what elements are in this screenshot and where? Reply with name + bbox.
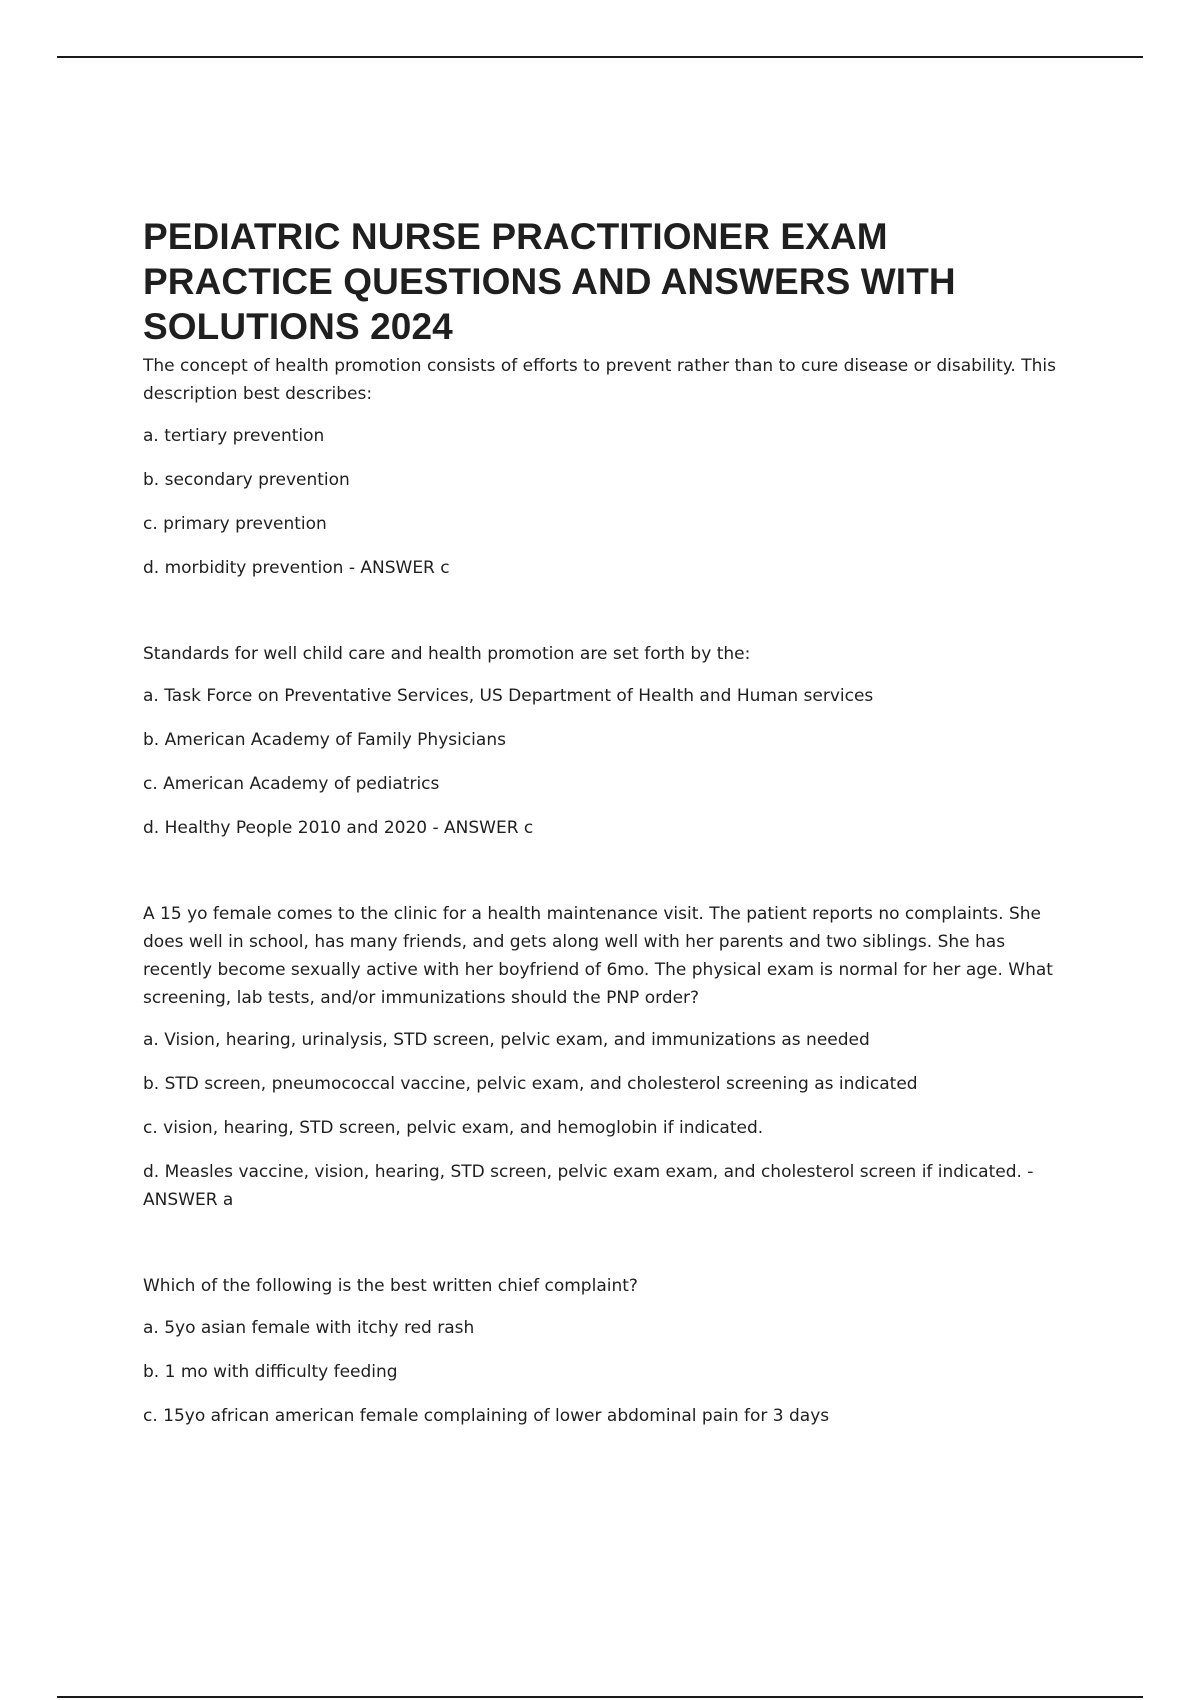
answer-option: b. STD screen, pneumococcal vaccine, pelvic exam, and cholesterol screening as indicated [143, 1074, 918, 1094]
question-2 [143, 640, 1063, 842]
answer-option: b. secondary prevention [143, 470, 350, 490]
answer-option: d. Measles vaccine, vision, hearing, STD screen, pelvic exam exam, and cholesterol screen if indicated. - ANSWER a [143, 1162, 1034, 1210]
question-text: The concept of health promotion consists of efforts to prevent rather than to cure disease or disability. This description best describes: [143, 356, 1056, 404]
footer-rule [57, 1696, 1143, 1698]
question-1 [143, 352, 1063, 582]
question-3 [143, 900, 1063, 1214]
answer-option: c. American Academy of pediatrics [143, 774, 440, 794]
spacer [143, 598, 1063, 640]
answer-option: a. 5yo asian female with itchy red rash [143, 1318, 475, 1338]
question-text: A 15 yo female comes to the clinic for a health maintenance visit. The patient reports no complaints. She does well in school, has many friends, and gets along well with her parents and two siblings. She has recently become sexually active with her boyfriend of 6mo. The physical exam is normal for her age. What screening, lab tests, and/or immunizations should the PNP order? [143, 904, 1053, 1008]
answer-option: d. Healthy People 2010 and 2020 - ANSWER c [143, 818, 534, 838]
answer-option: c. vision, hearing, STD screen, pelvic exam, and hemoglobin if indicated. [143, 1118, 764, 1138]
answer-option: c. 15yo african american female complaining of lower abdominal pain for 3 days [143, 1406, 830, 1426]
answer-option: d. morbidity prevention - ANSWER c [143, 558, 450, 578]
question-text: Which of the following is the best written chief complaint? [143, 1276, 638, 1296]
answer-option: a. Task Force on Preventative Services, US Department of Health and Human services [143, 686, 874, 706]
document-body [143, 214, 1063, 1446]
header-rule [57, 56, 1143, 58]
answer-option: a. tertiary prevention [143, 426, 325, 446]
spacer [143, 858, 1063, 900]
answer-option: b. American Academy of Family Physicians [143, 730, 506, 750]
spacer [143, 1230, 1063, 1272]
document-title: PEDIATRIC NURSE PRACTITIONER EXAM PRACTICE QUESTIONS AND ANSWERS WITH SOLUTIONS 2024 [143, 216, 956, 347]
answer-option: c. primary prevention [143, 514, 327, 534]
answer-option: a. Vision, hearing, urinalysis, STD screen, pelvic exam, and immunizations as needed [143, 1030, 870, 1050]
question-text: Standards for well child care and health promotion are set forth by the: [143, 644, 751, 664]
question-4 [143, 1272, 1063, 1430]
answer-option: b. 1 mo with difficulty feeding [143, 1362, 398, 1382]
